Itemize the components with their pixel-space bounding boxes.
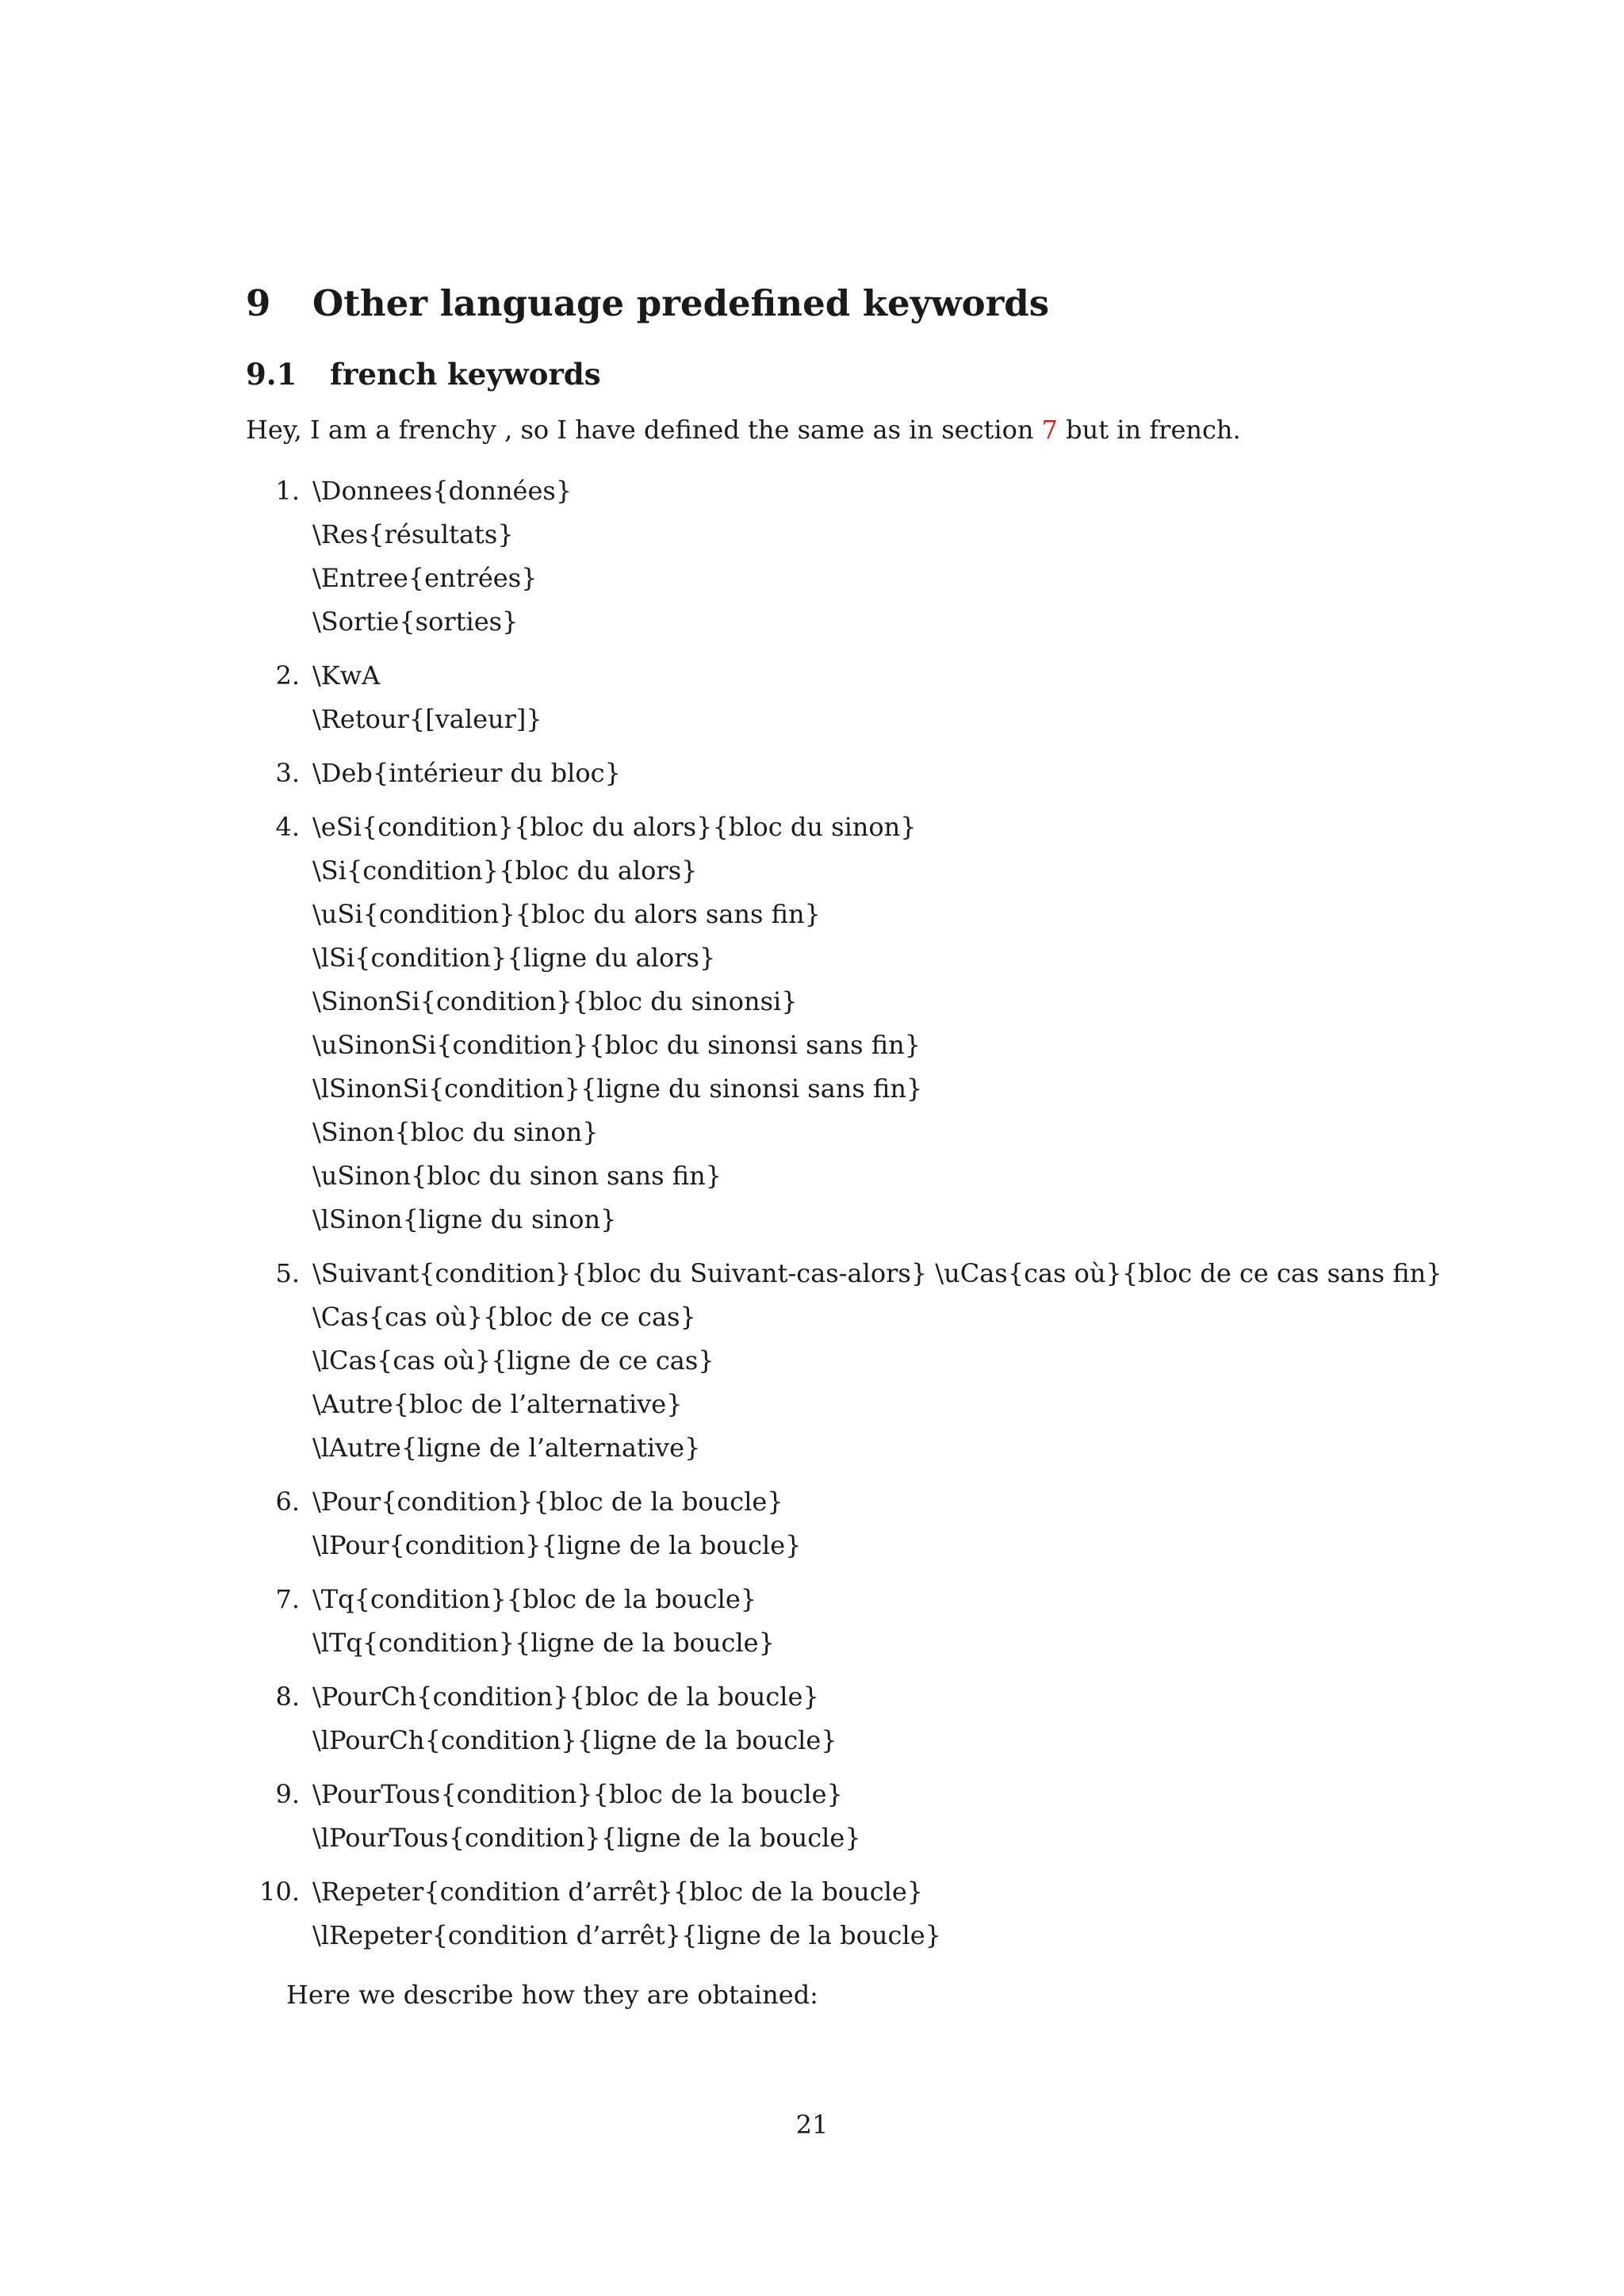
list-item-marker: 8.	[275, 1682, 300, 1712]
keyword-line: \Donnees{données}	[312, 476, 573, 506]
list-item-marker: 5.	[275, 1258, 300, 1288]
keyword-line: \lPourCh{condition}{ligne de la boucle}	[312, 1725, 837, 1755]
keyword-line: \PourCh{condition}{bloc de la boucle}	[312, 1682, 819, 1712]
subsection-title: french keywords	[330, 357, 601, 392]
keyword-line: \Repeter{condition d’arrêt}{bloc de la boucle}	[312, 1877, 924, 1907]
page-number: 21	[795, 2110, 829, 2140]
keyword-list	[0, 469, 1624, 1968]
list-item-marker: 1.	[275, 476, 300, 506]
list-item	[0, 1773, 1624, 1860]
list-item-marker: 3.	[275, 758, 300, 788]
intro-paragraph	[246, 412, 1241, 447]
list-item-lines	[0, 752, 1624, 795]
keyword-line: \lTq{condition}{ligne de la boucle}	[312, 1628, 775, 1658]
keyword-line: \lSi{condition}{ligne du alors}	[312, 943, 716, 973]
list-item-marker: 10.	[259, 1877, 300, 1907]
list-item-lines	[0, 654, 1624, 741]
keyword-line: \eSi{condition}{bloc du alors}{bloc du sinon}	[312, 812, 917, 842]
outro-paragraph: Here we describe how they are obtained:	[286, 1980, 818, 2010]
list-item-lines	[0, 1480, 1624, 1567]
section-reference-link[interactable]: 7	[1041, 415, 1058, 445]
list-item-marker: 7.	[275, 1584, 300, 1614]
list-item-lines	[0, 469, 1624, 644]
keyword-line: \Tq{condition}{bloc de la boucle}	[312, 1584, 757, 1614]
list-item-marker: 6.	[275, 1487, 300, 1517]
list-item	[0, 1870, 1624, 1957]
keyword-line: \lSinon{ligne du sinon}	[312, 1204, 617, 1234]
list-item	[0, 654, 1624, 741]
keyword-line: \lAutre{ligne de l’alternative}	[312, 1433, 701, 1463]
list-item-marker: 4.	[275, 812, 300, 842]
keyword-line: \Deb{intérieur du bloc}	[312, 758, 621, 788]
list-item	[0, 1675, 1624, 1762]
list-item	[0, 752, 1624, 795]
list-item-lines	[0, 1773, 1624, 1860]
section-number: 9	[246, 282, 271, 324]
list-item-lines	[0, 1578, 1624, 1665]
list-item	[0, 1252, 1624, 1470]
list-item-lines	[0, 1675, 1624, 1762]
keyword-line: \Sortie{sorties}	[312, 607, 519, 637]
keyword-line: \lPour{condition}{ligne de la boucle}	[312, 1530, 802, 1560]
intro-text-after: but in french.	[1058, 415, 1241, 445]
keyword-line: \Sinon{bloc du sinon}	[312, 1117, 599, 1147]
keyword-line: \SinonSi{condition}{bloc du sinonsi}	[312, 986, 798, 1016]
list-item	[0, 1480, 1624, 1567]
keyword-line: \Si{condition}{bloc du alors}	[312, 855, 698, 886]
subsection-number: 9.1	[246, 357, 297, 392]
keyword-line: \Cas{cas où}{bloc de ce cas}	[312, 1302, 696, 1332]
keyword-line: \Autre{bloc de l’alternative}	[312, 1389, 683, 1419]
keyword-line: \uSinon{bloc du sinon sans fin}	[312, 1161, 722, 1191]
list-item-marker: 2.	[275, 660, 300, 691]
keyword-line: \lCas{cas où}{ligne de ce cas}	[312, 1345, 714, 1376]
list-item-lines	[0, 1870, 1624, 1957]
section-heading	[246, 282, 1050, 324]
keyword-line: \uSi{condition}{bloc du alors sans fin}	[312, 899, 821, 929]
keyword-line: \lPourTous{condition}{ligne de la boucle}	[312, 1823, 861, 1853]
keyword-line: \uSinonSi{condition}{bloc du sinonsi sans fin}	[312, 1030, 921, 1060]
list-item	[0, 806, 1624, 1242]
subsection-heading	[246, 357, 601, 392]
keyword-line: \Pour{condition}{bloc de la boucle}	[312, 1487, 783, 1517]
keyword-line: \Retour{[valeur]}	[312, 704, 542, 734]
keyword-line: \lRepeter{condition d’arrêt}{ligne de la boucle}	[312, 1920, 941, 1950]
keyword-line: \PourTous{condition}{bloc de la boucle}	[312, 1779, 843, 1809]
list-item-lines	[0, 806, 1624, 1242]
keyword-line: \Suivant{condition}{bloc du Suivant-cas-alors} \uCas{cas où}{bloc de ce cas sans fin}	[312, 1258, 1442, 1288]
section-title: Other language predefined keywords	[312, 282, 1050, 324]
list-item	[0, 1578, 1624, 1665]
keyword-line: \Entree{entrées}	[312, 563, 538, 593]
list-item-lines	[0, 1252, 1624, 1470]
intro-text-before: Hey, I am a frenchy , so I have defined the same as in section	[246, 415, 1042, 445]
list-item-marker: 9.	[275, 1779, 300, 1809]
list-item	[0, 469, 1624, 644]
keyword-line: \Res{résultats}	[312, 519, 514, 549]
keyword-line: \KwA	[312, 660, 381, 691]
keyword-line: \lSinonSi{condition}{ligne du sinonsi sans fin}	[312, 1073, 923, 1104]
